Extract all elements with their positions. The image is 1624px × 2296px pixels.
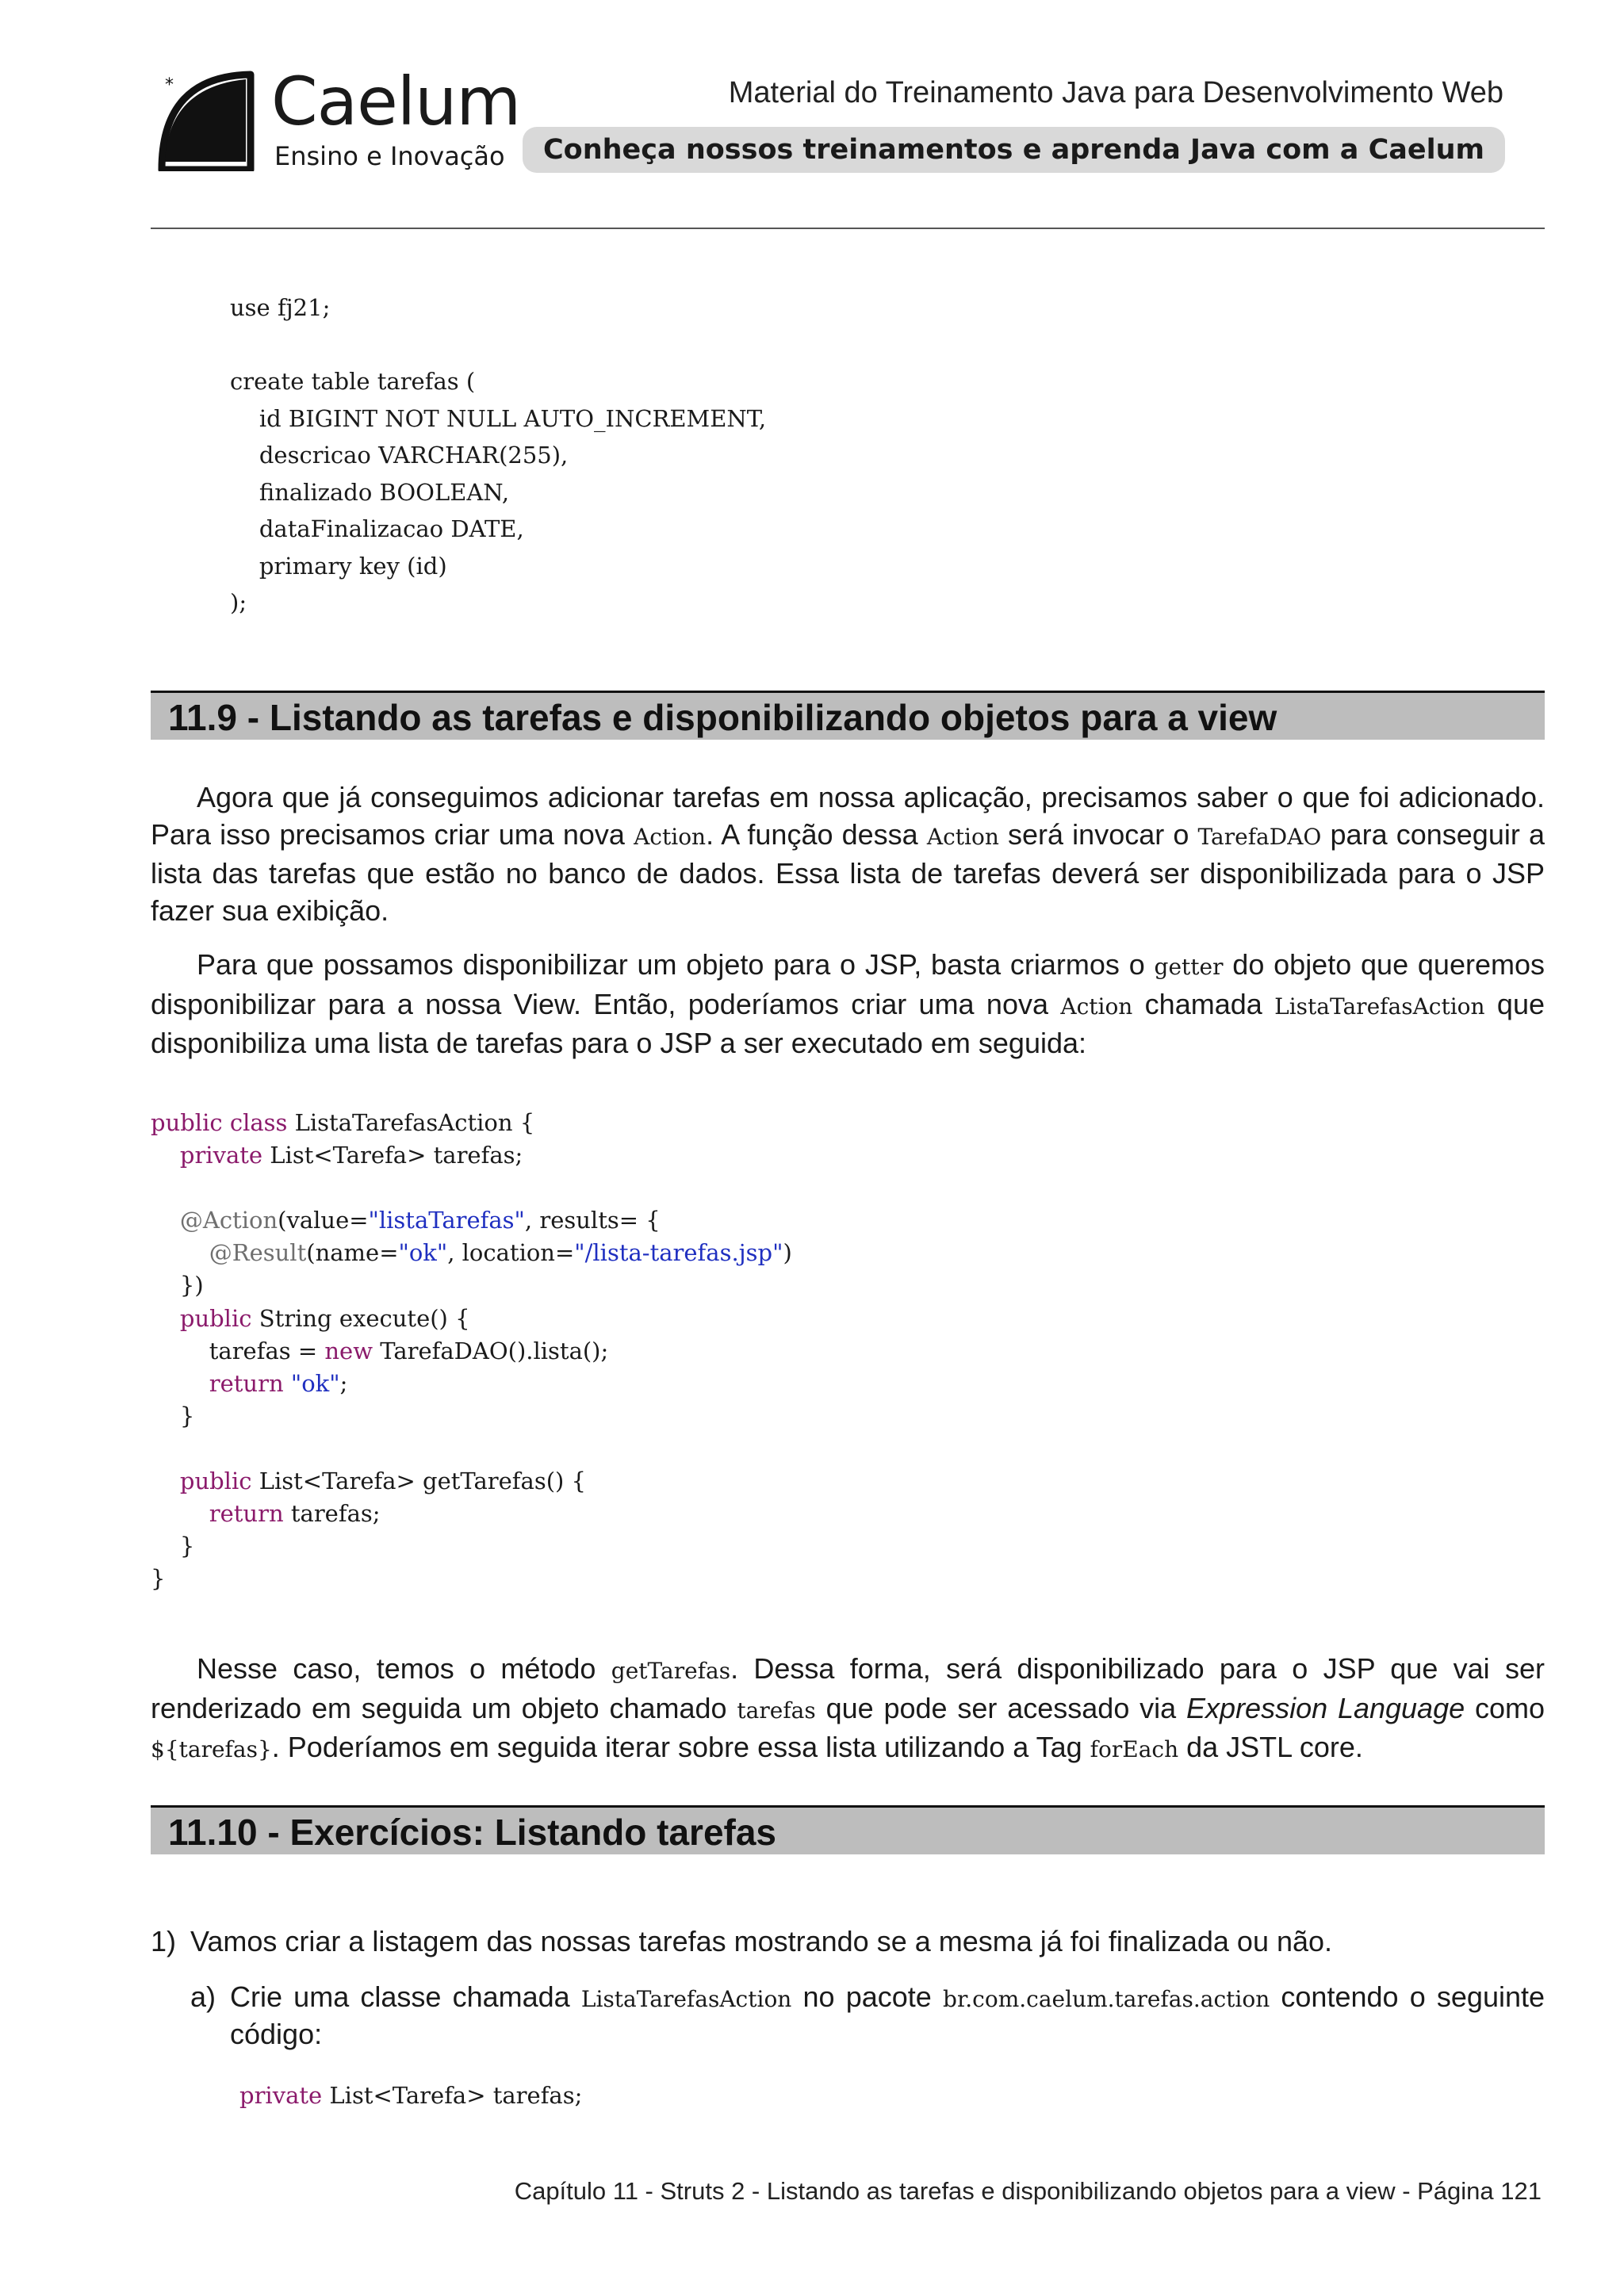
- list-text: Vamos criar a listagem das nossas tarefas mostrando se a mesma já foi finalizada ou não.: [190, 1925, 1333, 1957]
- code-line: descricao VARCHAR(255),: [230, 442, 569, 469]
- inline-code: getter: [1154, 954, 1224, 980]
- inline-code: Action: [1060, 993, 1133, 1020]
- header-divider: [151, 228, 1545, 229]
- logo-tagline: Ensino e Inovação: [274, 141, 505, 171]
- inline-code: ListaTarefasAction: [1274, 993, 1485, 1020]
- code-line: create table tarefas (: [230, 368, 476, 395]
- section-title: 11.10 - Exercícios: Listando tarefas: [168, 1812, 777, 1853]
- code-line: id BIGINT NOT NULL AUTO_INCREMENT,: [230, 404, 767, 432]
- inline-code: ListaTarefasAction: [580, 1986, 792, 2012]
- inline-code: br.com.caelum.tarefas.action: [943, 1986, 1270, 2012]
- paragraph-getter: Para que possamos disponibilizar um objeto para o JSP, basta criarmos o getter do objeto que queremos disponibilizar para a nossa View. Então, poderíamos criar uma nova Action chamada ListaTarefasAction que disponibiliza uma lista de tarefas para o JSP a ser executado em seguida:: [151, 948, 1545, 1059]
- code-line: );: [230, 589, 247, 616]
- emphasis: Expression Language: [1186, 1691, 1465, 1724]
- java-snippet: private List<Tarefa> tarefas;: [239, 2082, 583, 2109]
- code-line: finalizado BOOLEAN,: [230, 478, 510, 506]
- inline-code: TarefaDAO: [1197, 823, 1322, 850]
- svg-text:*: *: [165, 75, 174, 95]
- code-line: primary key (id): [230, 552, 447, 580]
- section-title: 11.9 - Listando as tarefas e disponibilizando objetos para a view: [168, 697, 1277, 738]
- caelum-logo: [157, 63, 521, 179]
- list-text: Crie uma classe chamada ListaTarefasAction no pacote br.com.caelum.tarefas.action contendo o seguinte código:: [230, 1980, 1545, 2050]
- section-heading-11-9: [151, 691, 1545, 740]
- code-line: use fj21;: [230, 294, 331, 321]
- inline-code: Action: [926, 823, 999, 850]
- inline-code: forEach: [1090, 1736, 1179, 1762]
- logo-name: Caelum: [271, 63, 521, 140]
- section-heading-11-10: [151, 1805, 1545, 1854]
- inline-code: getTarefas: [611, 1658, 731, 1684]
- list-number: 1): [151, 1925, 177, 1957]
- header-title: Material do Treinamento Java para Desenvolvimento Web: [728, 76, 1503, 109]
- inline-code: ${tarefas}: [151, 1736, 272, 1762]
- page-footer: Capítulo 11 - Struts 2 - Listando as tarefas e disponibilizando objetos para a view - Página 121: [514, 2177, 1542, 2205]
- code-line: dataFinalizacao DATE,: [230, 515, 524, 542]
- caelum-logo-mark-icon: [157, 68, 255, 171]
- paragraph-gettarefas: Nesse caso, temos o método getTarefas. Dessa forma, será disponibilizado para o JSP que vai ser renderizado em seguida um objeto chamado tarefas que pode ser acessado via Expression Language como ${tarefas}. Poderíamos em seguida iterar sobre essa lista utilizando a Tag forEach da JSTL core.: [151, 1652, 1545, 1763]
- java-code-block: public class ListaTarefasAction { private List<Tarefa> tarefas; @Action(value="listaTarefas", results= { @Result(name="ok", location="/lista-tarefas.jsp") }) public String execute() { tarefas = new TarefaDAO().lista(); return "ok"; } public List<Tarefa> getTarefas() { return tarefas; } }: [151, 1109, 792, 1593]
- list-letter: a): [190, 1980, 216, 2013]
- inline-code: Action: [634, 823, 707, 850]
- promo-banner: Conheça nossos treinamentos e aprenda Java com a Caelum: [523, 127, 1505, 173]
- sql-code-block: [230, 289, 766, 622]
- paragraph-intro: Agora que já conseguimos adicionar tarefas em nossa aplicação, precisamos saber o que foi adicionado. Para isso precisamos criar uma nova Action. A função dessa Action será invocar o TarefaDAO para conseguir a lista das tarefas que estão no banco de dados. Essa lista de tarefas deverá ser disponibilizada para o JSP fazer sua exibição.: [151, 781, 1545, 927]
- inline-code: tarefas: [737, 1697, 816, 1724]
